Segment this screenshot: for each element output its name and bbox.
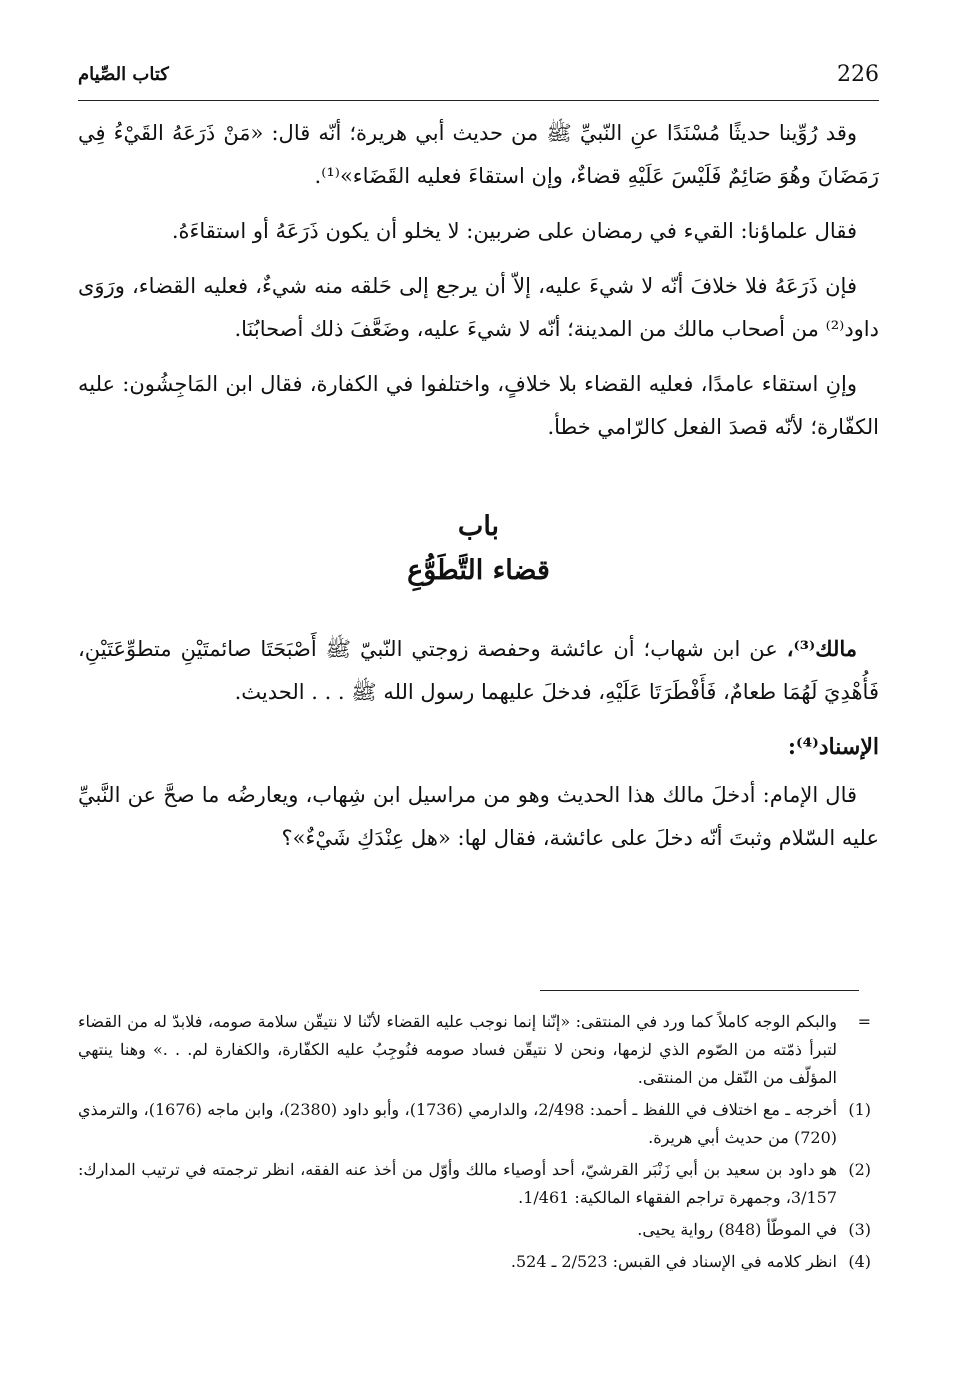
footnote <box>78 1216 871 1244</box>
footnote <box>78 1248 871 1276</box>
footnote <box>78 1008 871 1092</box>
malik-lead: مالك⁽³⁾، <box>786 636 857 661</box>
chapter-heading-line2: قضاء التَّطَوُّعِ <box>407 555 550 586</box>
chapter-heading <box>78 505 879 593</box>
paragraph: قال الإمام: أدخلَ مالك هذا الحديث وهو من مراسيل ابن شِهاب، ويعارضُه ما صحَّ عن النَّبيِّ عليه السّلام وثبتَ أنّه دخلَ على عائشة، فقال لها: «هل عِنْدَكِ شَيْءٌ»؟ <box>78 783 879 850</box>
footnote-text: والبكم الوجه كاملاً كما ورد في المنتقى: «إنّنا إنما نوجب عليه القضاء لأنّنا لا نتيقّن سلامة صومه، فلابدّ له من القضاء لتبرأ ذمّته من الصّوم الذي لزمها، ونحن لا نتيقّن فساد صومه فنُوجِبُ عليه الكفّارة، والكفارة لم. . .» وهنا ينتهي المؤلّف من النّقل من المنتقى. <box>78 1012 837 1087</box>
paragraph: فقال علماؤنا: القيء في رمضان على ضربين: لا يخلو أن يكون ذَرَعَهُ أو استقاءَهُ. <box>171 219 857 243</box>
page-number: 226 <box>837 62 879 87</box>
page-header <box>78 62 879 96</box>
footnote <box>78 1096 871 1152</box>
footnote-rule <box>540 990 859 991</box>
malik-text: عن ابن شهاب؛ أن عائشة وحفصة زوجتي النّبيّ ﷺ أَصْبَحَتَا صائمتَيْنِ متطوِّعَتَيْنِ، فَأُهْدِيَ لَهُمَا طعامٌ، فَأَفْطَرَتَا عَلَيْهِ، فدخلَ عليهما رسول الله ﷺ . . . الحديث. <box>78 637 879 704</box>
footnote-text: أخرجه ـ مع اختلاف في اللفظ ـ أحمد: 2/498، والدارمي (1736)، وأبو داود (2380)، وابن ماجه (1676)، والترمذي (720) من حديث أبي هريرة. <box>78 1100 838 1147</box>
header-rule <box>78 100 879 101</box>
footnote-marker: (4) <box>848 1252 871 1271</box>
footnote-marker: (2) <box>848 1160 871 1179</box>
isnad-heading: الإسناد⁽⁴⁾: <box>787 734 879 760</box>
footnote-marker: (3) <box>848 1220 871 1239</box>
paragraph: فإن ذَرَعَهُ فلا خلافَ أنّه لا شيءَ عليه، إلاّ أن يرجع إلى حَلقه منه شيءٌ، فعليه القضاء، ورَوَى داود⁽²⁾ من أصحاب مالك من المدينة؛ أنّه لا شيءَ عليه، وضَعَّفَ ذلك أصحابُنَا. <box>78 274 879 341</box>
footnote-marker: = <box>857 1012 871 1031</box>
footnote <box>78 1156 871 1212</box>
footnote-text: هو داود بن سعيد بن أبي زَنْبَر القرشيّ، أحد أوصياء مالك وأوّل من أخذ عنه الفقه، انظر ترجمته في ترتيب المدارك: 3/157، وجمهرة تراجم الفقهاء المالكية: 1/461. <box>78 1160 837 1207</box>
footnotes <box>78 1008 871 1280</box>
chapter-heading-line1: باب <box>457 511 500 542</box>
running-head: كتاب الصِّيام <box>78 64 169 85</box>
malik-paragraph <box>78 627 879 714</box>
main-text <box>78 112 879 872</box>
footnote-text: في الموطّأ (848) رواية يحيى. <box>637 1220 837 1239</box>
footnote-marker: (1) <box>848 1100 871 1119</box>
footnote-text: انظر كلامه في الإسناد في القبس: 2/523 ـ 524. <box>510 1252 837 1271</box>
paragraph: وإنِ استقاء عامدًا، فعليه القضاء بلا خلافٍ، واختلفوا في الكفارة، فقال ابن المَاجِشُون: عليه الكفّارة؛ لأنّه قصدَ الفعل كالرّامي خطأ. <box>78 372 879 439</box>
paragraph: وقد رُوِّينا حديثًا مُسْنَدًا عنِ النّبيِّ ﷺ من حديث أبي هريرة؛ أنّه قال: «مَنْ ذَرَعَهُ القَيْءُ فِي رَمَضَانَ وهُوَ صَائِمٌ فَلَيْسَ عَلَيْهِ قضاءٌ، وإن استقاءَ فعليه القَضَاء»⁽¹⁾. <box>78 121 879 188</box>
